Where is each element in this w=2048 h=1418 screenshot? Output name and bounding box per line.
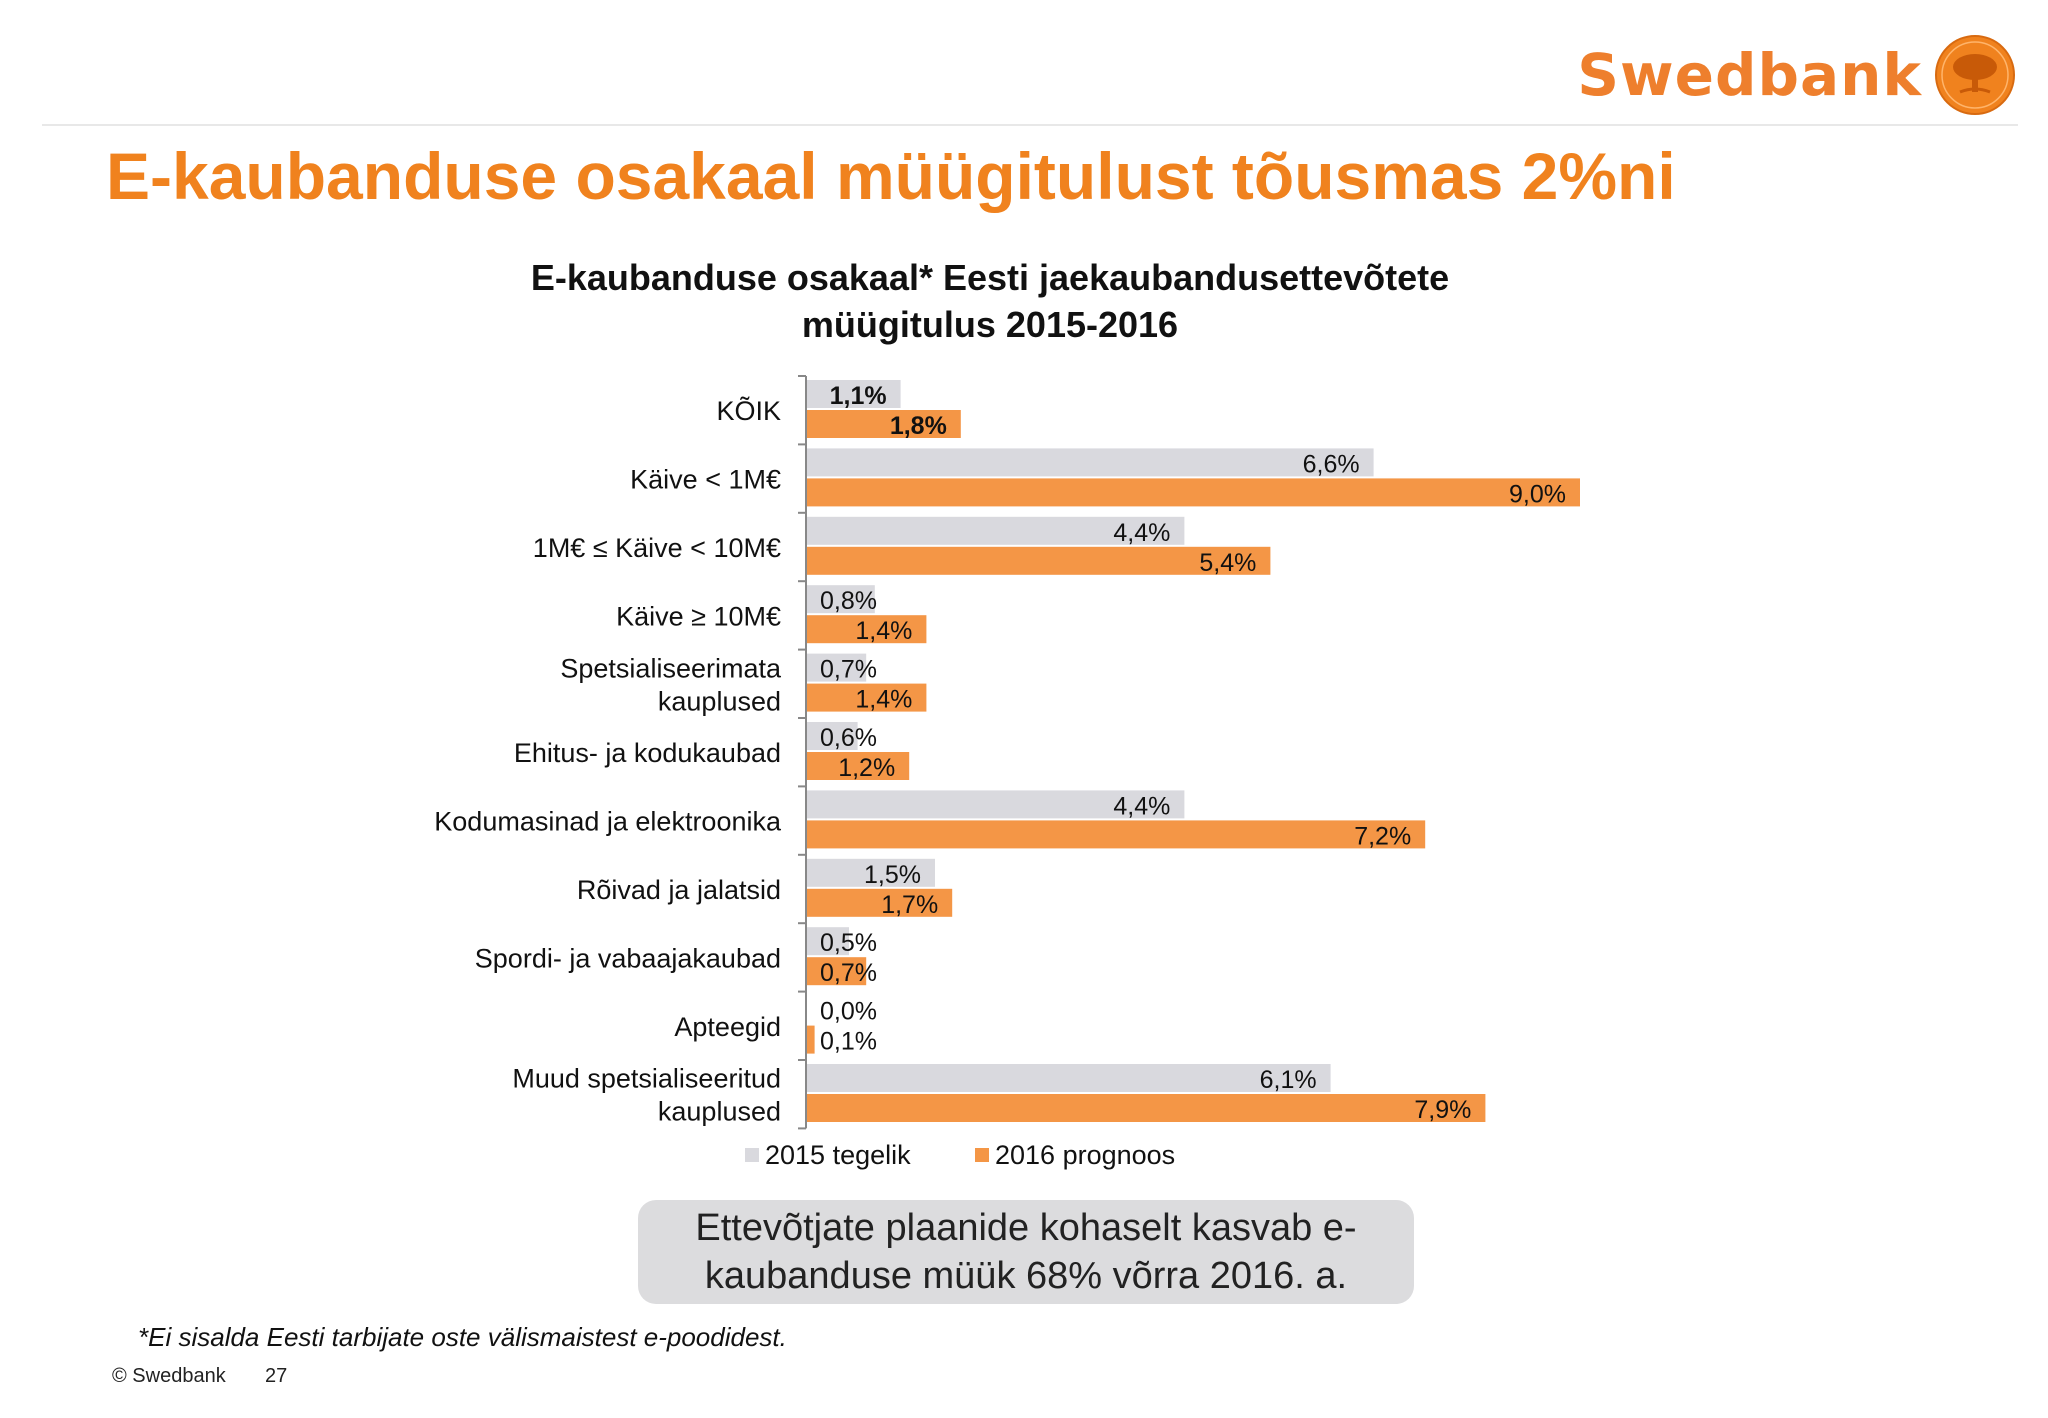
legend-label: 2015 tegelik <box>765 1140 911 1170</box>
data-label: 4,4% <box>1113 792 1171 821</box>
category-label: Käive < 1M€ <box>630 464 781 495</box>
data-label: 0,0% <box>820 997 877 1026</box>
category-label: Ehitus- ja kodukaubad <box>513 738 781 769</box>
data-label: 0,5% <box>820 929 877 958</box>
data-label: 1,4% <box>855 617 913 646</box>
callout-line-2: kaubanduse müük 68% võrra 2016. a. <box>704 1255 1348 1297</box>
data-label: 0,1% <box>820 1027 877 1056</box>
page-number: 27 <box>265 1365 288 1387</box>
legend-swatch <box>975 1148 989 1162</box>
data-label: 0,7% <box>820 959 877 988</box>
data-label: 0,7% <box>820 655 877 684</box>
category-label: Apteegid <box>674 1011 781 1042</box>
category-label: Spordi- ja vabaajakaubad <box>474 943 781 974</box>
brand-name: Swedbank <box>1577 41 1922 109</box>
slide-title: E-kaubanduse osakaal müügitulust tõusmas 2%ni <box>106 139 1676 213</box>
category-label: kauplused <box>657 686 781 717</box>
chart-title-line-2: müügitulus 2015-2016 <box>801 304 1179 345</box>
data-label: 0,6% <box>820 724 877 752</box>
data-label: 1,4% <box>855 685 913 714</box>
bar-2016 <box>806 1026 815 1054</box>
callout-line-1: Ettevõtjate plaanide kohaselt kasvab e- <box>695 1207 1357 1249</box>
data-label: 1,7% <box>881 890 939 919</box>
legend-swatch <box>745 1148 759 1162</box>
bar-2016 <box>806 478 1580 509</box>
category-label: 1M€ ≤ Käive < 10M€ <box>532 533 781 563</box>
data-label: 6,1% <box>1259 1066 1317 1094</box>
footnote: *Ei sisalda Eesti tarbijate oste välismaistest e-poodidest. <box>138 1322 787 1352</box>
data-label: 7,9% <box>1414 1096 1472 1124</box>
data-label: 1,5% <box>864 860 921 889</box>
data-label: 5,4% <box>1199 548 1257 577</box>
callout-box <box>638 1200 1414 1304</box>
legend-label: 2016 prognoos <box>995 1140 1176 1170</box>
copyright: © Swedbank <box>112 1365 226 1387</box>
category-label: kauplused <box>657 1096 781 1127</box>
data-label: 9,0% <box>1509 480 1566 509</box>
category-label: Käive ≥ 10M€ <box>616 601 781 632</box>
data-label: 1,2% <box>838 754 896 782</box>
category-label: KÕIK <box>716 396 781 427</box>
data-label: 4,4% <box>1113 518 1171 547</box>
data-label: 0,8% <box>820 587 877 616</box>
category-label: Spetsialiseerimata <box>560 653 781 684</box>
bar-2016 <box>806 1094 1485 1122</box>
data-label: 1,8% <box>889 412 947 440</box>
bar-2016 <box>806 820 1425 851</box>
category-label: Muud spetsialiseeritud <box>512 1063 781 1094</box>
category-label: Rõivad ja jalatsid <box>576 875 781 905</box>
data-label: 6,6% <box>1302 450 1360 479</box>
chart-title-line-1: E-kaubanduse osakaal* Eesti jaekaubandusettevõtete <box>530 257 1450 298</box>
bar-2015 <box>806 448 1374 479</box>
data-label: 7,2% <box>1354 822 1412 851</box>
data-label: 1,1% <box>829 382 887 410</box>
category-label: Kodumasinad ja elektroonika <box>434 806 781 837</box>
bar-2015 <box>806 1064 1331 1092</box>
